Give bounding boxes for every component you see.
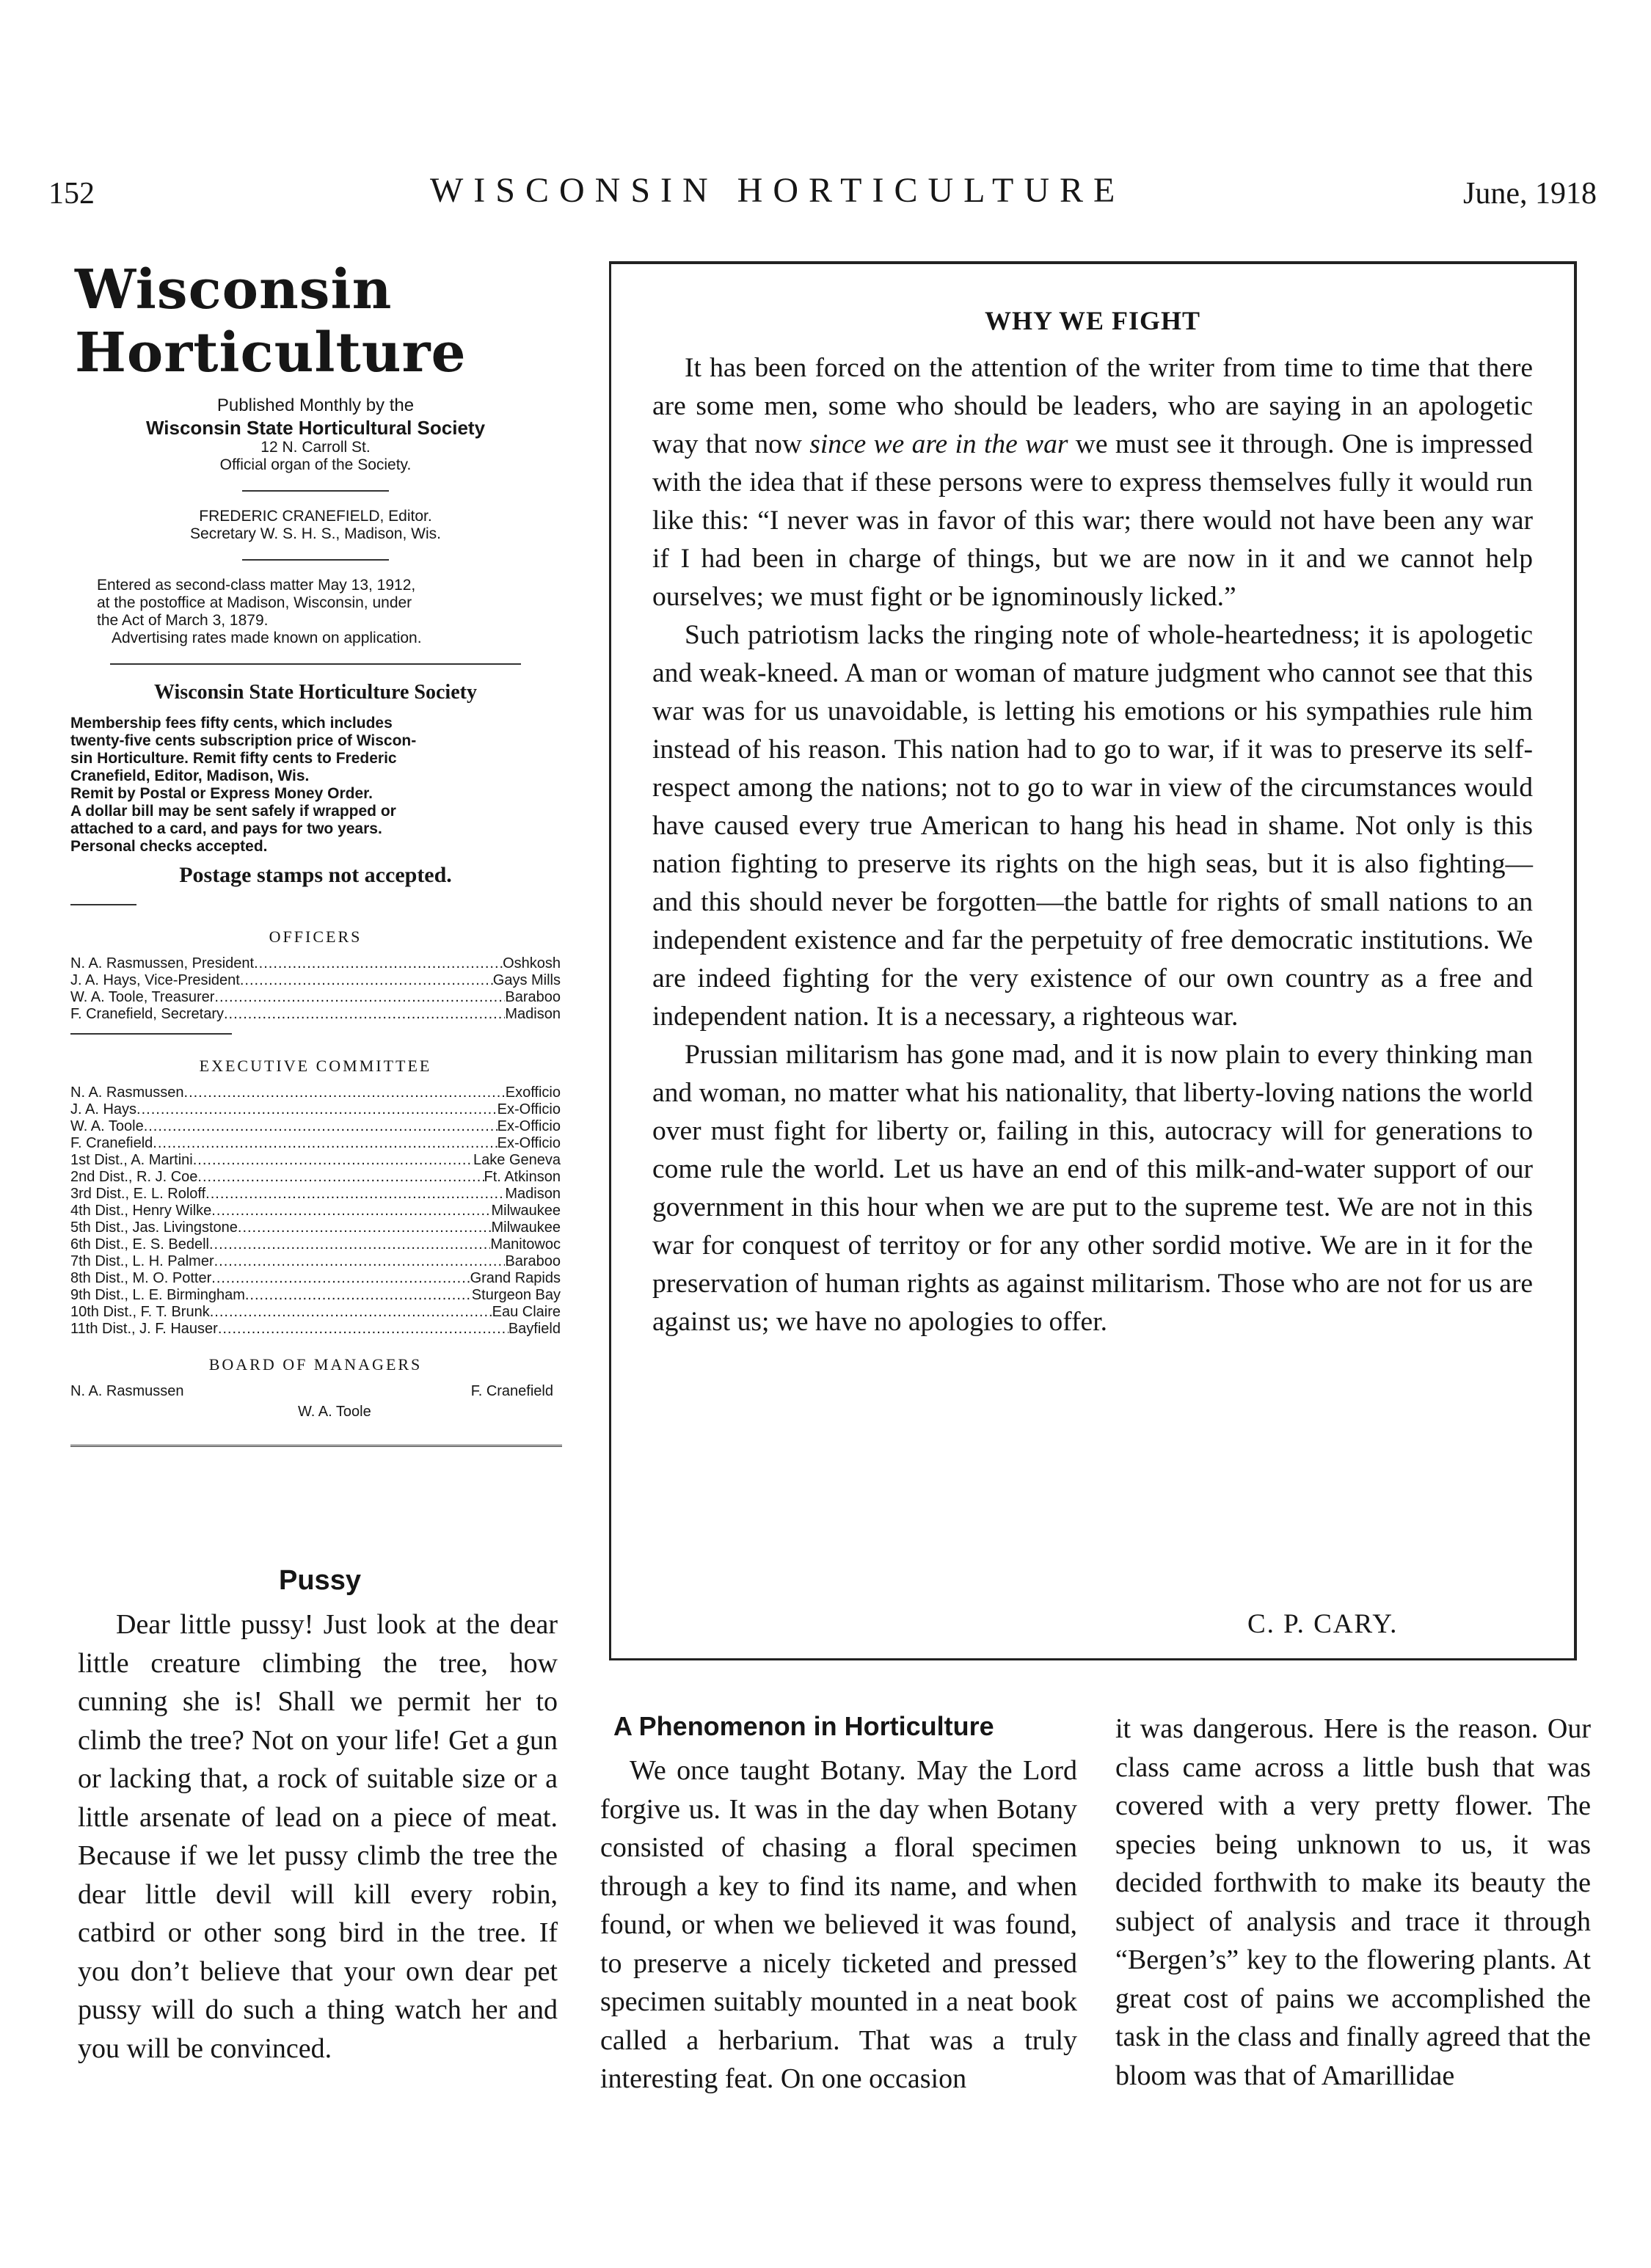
emphasis: since we are in the war bbox=[809, 429, 1068, 459]
board-member: W. A. Toole bbox=[298, 1404, 371, 1420]
society-info-text bbox=[70, 715, 561, 856]
phenomenon-col1 bbox=[600, 1751, 1077, 2099]
divider bbox=[70, 1033, 232, 1035]
member-place: Ft. Atkinson bbox=[484, 1169, 561, 1185]
committee-row bbox=[70, 1219, 561, 1236]
magazine-title: WISCONSIN HORTICULTURE bbox=[430, 171, 1126, 210]
member-name: 2nd Dist., R. J. Coe bbox=[70, 1169, 198, 1185]
member-name: 8th Dist., M. O. Potter bbox=[70, 1270, 212, 1286]
committee-row bbox=[70, 1253, 561, 1270]
published-line: Published Monthly by the bbox=[216, 395, 415, 415]
member-name: W. A. Toole bbox=[70, 1118, 144, 1134]
signature: C. P. CARY. bbox=[1247, 1609, 1399, 1639]
executive-list bbox=[70, 1084, 561, 1338]
paragraph: Prussian militarism has gone mad, and it is now plain to every thinking man and woman, no matter what his nationality, that liberty-loving nations the world over must fight for liberty or, failing in this, autocracy will for generations to come rule the world. Let us have an end of this milk-and-water support of our government in this hour when we are put to the supreme test. We are not in this war for conquest of territoy or for any other sordid motive. We are in it for the preservation of human rights as against militarism. Those who are not for us are against us; we have no apologies to offer. bbox=[652, 1040, 1533, 1337]
society-info-line: A dollar bill may be sent safely if wrapped or bbox=[70, 803, 396, 820]
paragraph bbox=[652, 349, 1533, 616]
article-body bbox=[652, 349, 1533, 1341]
society-info-line: Personal checks accepted. bbox=[70, 838, 268, 855]
committee-row bbox=[70, 1203, 561, 1219]
official-organ: Official organ of the Society. bbox=[219, 456, 412, 473]
divider bbox=[110, 663, 521, 665]
paragraph: it was dangerous. Here is the reason. Our class came across a little bush that was covered with a very pretty flower. The species being unknown to us, it was decided forthwith to make its beauty the subject of analysis and trace it through “Bergen’s” key to the flowering plants. At great cost of pains we accomplished the task in the class and finally agreed that the bloom was that of Amarillidae bbox=[1115, 1713, 1591, 2091]
left-column bbox=[70, 258, 561, 1465]
text-run: It has been forced on the attention of the writer from time to time that there are some men, some who should be leaders, who are saying in an apologetic way that now bbox=[652, 353, 1533, 459]
officer-row bbox=[70, 955, 561, 972]
member-place: Grand Rapids bbox=[470, 1270, 561, 1286]
officer-place: Baraboo bbox=[505, 989, 561, 1005]
committee-row bbox=[70, 1169, 561, 1186]
member-place: Milwaukee bbox=[491, 1203, 561, 1219]
committee-row bbox=[70, 1084, 561, 1101]
member-name: J. A. Hays bbox=[70, 1101, 137, 1117]
committee-row bbox=[70, 1118, 561, 1135]
officer-name: F. Cranefield, Secretary bbox=[70, 1006, 224, 1022]
member-name: F. Cranefield bbox=[70, 1135, 153, 1151]
committee-row bbox=[70, 1270, 561, 1287]
committee-row bbox=[70, 1101, 561, 1118]
board-member: F. Cranefield bbox=[470, 1383, 553, 1399]
running-header bbox=[48, 170, 1597, 222]
entry-line: the Act of March 3, 1879. bbox=[97, 612, 269, 629]
officer-row bbox=[70, 972, 561, 989]
member-place: Ex-Officio bbox=[497, 1101, 561, 1117]
society-info-line: Membership fees fifty cents, which includes bbox=[70, 715, 393, 732]
pussy-title: Pussy bbox=[279, 1565, 361, 1596]
entry-line: Entered as second-class matter May 13, 1912, bbox=[97, 577, 416, 594]
member-place: Bayfield bbox=[508, 1321, 561, 1337]
member-name: 11th Dist., J. F. Hauser bbox=[70, 1321, 218, 1337]
member-place: Exofficio bbox=[505, 1084, 561, 1101]
officer-place: Madison bbox=[505, 1006, 561, 1022]
committee-row bbox=[70, 1304, 561, 1321]
masthead-title: Wisconsin Horticulture bbox=[75, 258, 467, 384]
member-place: Milwaukee bbox=[491, 1219, 561, 1236]
member-place: Ex-Officio bbox=[497, 1135, 561, 1151]
member-name: 4th Dist., Henry Wilke bbox=[70, 1203, 212, 1219]
board-heading: BOARD OF MANAGERS bbox=[208, 1355, 423, 1374]
officer-place: Oshkosh bbox=[503, 955, 561, 971]
society-info-title: Wisconsin State Horticulture Society bbox=[154, 681, 477, 704]
entry-line: at the postoffice at Madison, Wisconsin, under bbox=[97, 594, 412, 611]
officers-list bbox=[70, 955, 561, 1023]
phenomenon-title: A Phenomenon in Horticulture bbox=[613, 1711, 994, 1741]
paragraph: We once taught Botany. May the Lord forgive us. It was in the day when Botany consisted of chasing a floral specimen through a key to find its name, and when found, or when we believed it was found, to preserve a nicely ticketed and pressed specimen suitably mounted in a neat book called a herbarium. That was a truly interesting feat. On one occasion bbox=[600, 1755, 1077, 2094]
why-we-fight-box bbox=[609, 261, 1577, 1660]
officer-name: W. A. Toole, Treasurer bbox=[70, 989, 215, 1005]
text-run: we must see it through. One is impressed with the idea that if these persons were to express themselves fully it would run like this: “I never was in favor of this war; there would not have been any war if I had been in charge of things, but we are now in it and we cannot help ourselves; we must fight or be ignominously licked.” bbox=[652, 429, 1533, 612]
pussy-article bbox=[78, 1605, 558, 2068]
officers-heading: OFFICERS bbox=[269, 927, 362, 946]
society-info-line: attached to a card, and pays for two years. bbox=[70, 820, 382, 837]
committee-row bbox=[70, 1186, 561, 1203]
member-place: Baraboo bbox=[505, 1253, 561, 1269]
member-name: N. A. Rasmussen bbox=[70, 1084, 184, 1101]
society-name: Wisconsin State Horticultural Society bbox=[145, 417, 486, 439]
board-member: N. A. Rasmussen bbox=[70, 1383, 184, 1399]
member-place: Ex-Officio bbox=[497, 1118, 561, 1134]
society-info-line: Remit by Postal or Express Money Order. bbox=[70, 785, 373, 802]
member-place: Madison bbox=[505, 1186, 561, 1202]
member-name: 5th Dist., Jas. Livingstone bbox=[70, 1219, 238, 1236]
issue-date: June, 1918 bbox=[1463, 177, 1597, 211]
committee-row bbox=[70, 1321, 561, 1338]
society-info-line: Cranefield, Editor, Madison, Wis. bbox=[70, 767, 310, 784]
committee-row bbox=[70, 1236, 561, 1253]
officer-name: J. A. Hays, Vice-President bbox=[70, 972, 240, 988]
member-place: Eau Claire bbox=[492, 1304, 561, 1320]
editor-line: FREDERIC CRANEFIELD, Editor. bbox=[199, 508, 432, 525]
executive-heading: EXECUTIVE COMMITTEE bbox=[199, 1057, 432, 1075]
divider bbox=[70, 904, 136, 905]
member-place: Lake Geneva bbox=[473, 1152, 561, 1168]
committee-row bbox=[70, 1135, 561, 1152]
member-name: 7th Dist., L. H. Palmer bbox=[70, 1253, 214, 1269]
officer-row bbox=[70, 989, 561, 1006]
member-name: 9th Dist., L. E. Birmingham bbox=[70, 1287, 245, 1303]
phenomenon-col2 bbox=[1115, 1710, 1591, 2095]
divider bbox=[70, 1445, 562, 1447]
member-name: 10th Dist., F. T. Brunk bbox=[70, 1304, 210, 1320]
secretary-line: Secretary W. S. H. S., Madison, Wis. bbox=[190, 525, 441, 542]
page-number: 152 bbox=[48, 177, 95, 211]
article-title: WHY WE FIGHT bbox=[984, 306, 1201, 335]
committee-row bbox=[70, 1152, 561, 1169]
officer-name: N. A. Rasmussen, President bbox=[70, 955, 255, 971]
address: 12 N. Carroll St. bbox=[260, 439, 371, 456]
advertising-line: Advertising rates made known on application. bbox=[112, 630, 422, 646]
postal-entry bbox=[70, 577, 561, 647]
committee-row bbox=[70, 1287, 561, 1304]
member-name: 3rd Dist., E. L. Roloff bbox=[70, 1186, 206, 1202]
paragraph: Dear little pussy! Just look at the dear little creature climbing the tree, how cunning she is! Shall we permit her to climb the tree? Not on your life! Get a gun or lacking that, a rock of suitable size or a little arsenate of lead on a piece of meat. Because if we let pussy climb the tree the dear little devil will kill every robin, catbird or other song bird in the tree. If you don’t believe that your own dear pet pussy will do such a thing watch her and you will be convinced. bbox=[78, 1609, 558, 2064]
society-info-line: sin Horticulture. Remit fifty cents to Frederic bbox=[70, 750, 397, 767]
society-info-line: twenty-five cents subscription price of Wiscon- bbox=[70, 732, 417, 749]
divider bbox=[242, 490, 389, 492]
officer-row bbox=[70, 1006, 561, 1023]
paragraph: Such patriotism lacks the ringing note of whole-heartedness; it is apologetic and weak-kneed. A man or woman of mature judgment who cannot see that this war was for us unavoidable, is letting his emotions or his sympathies rule him instead of his reason. This nation had to go to war, if it was to preserve its self-respect among the nations; not to go to war in view of the circumstances would have caused every true American to hang his head in shame. Not only is this nation fighting to preserve its rights on the high seas, but it is also fighting—and this should never be forgotten—the battle for rights of small nations to an independent existence and far the perpetuity of free democratic institutions. We are indeed fighting for the very existence of our own country as a free and independent nation. It is a necessary, a righteous war. bbox=[652, 620, 1533, 1032]
member-name: 1st Dist., A. Martini bbox=[70, 1152, 193, 1168]
member-place: Sturgeon Bay bbox=[471, 1287, 561, 1303]
postage-notice: Postage stamps not accepted. bbox=[179, 863, 452, 887]
board-of-managers bbox=[70, 1383, 561, 1427]
officer-place: Gays Mills bbox=[492, 972, 561, 988]
divider bbox=[242, 559, 389, 561]
member-name: 6th Dist., E. S. Bedell bbox=[70, 1236, 209, 1252]
member-place: Manitowoc bbox=[490, 1236, 561, 1252]
